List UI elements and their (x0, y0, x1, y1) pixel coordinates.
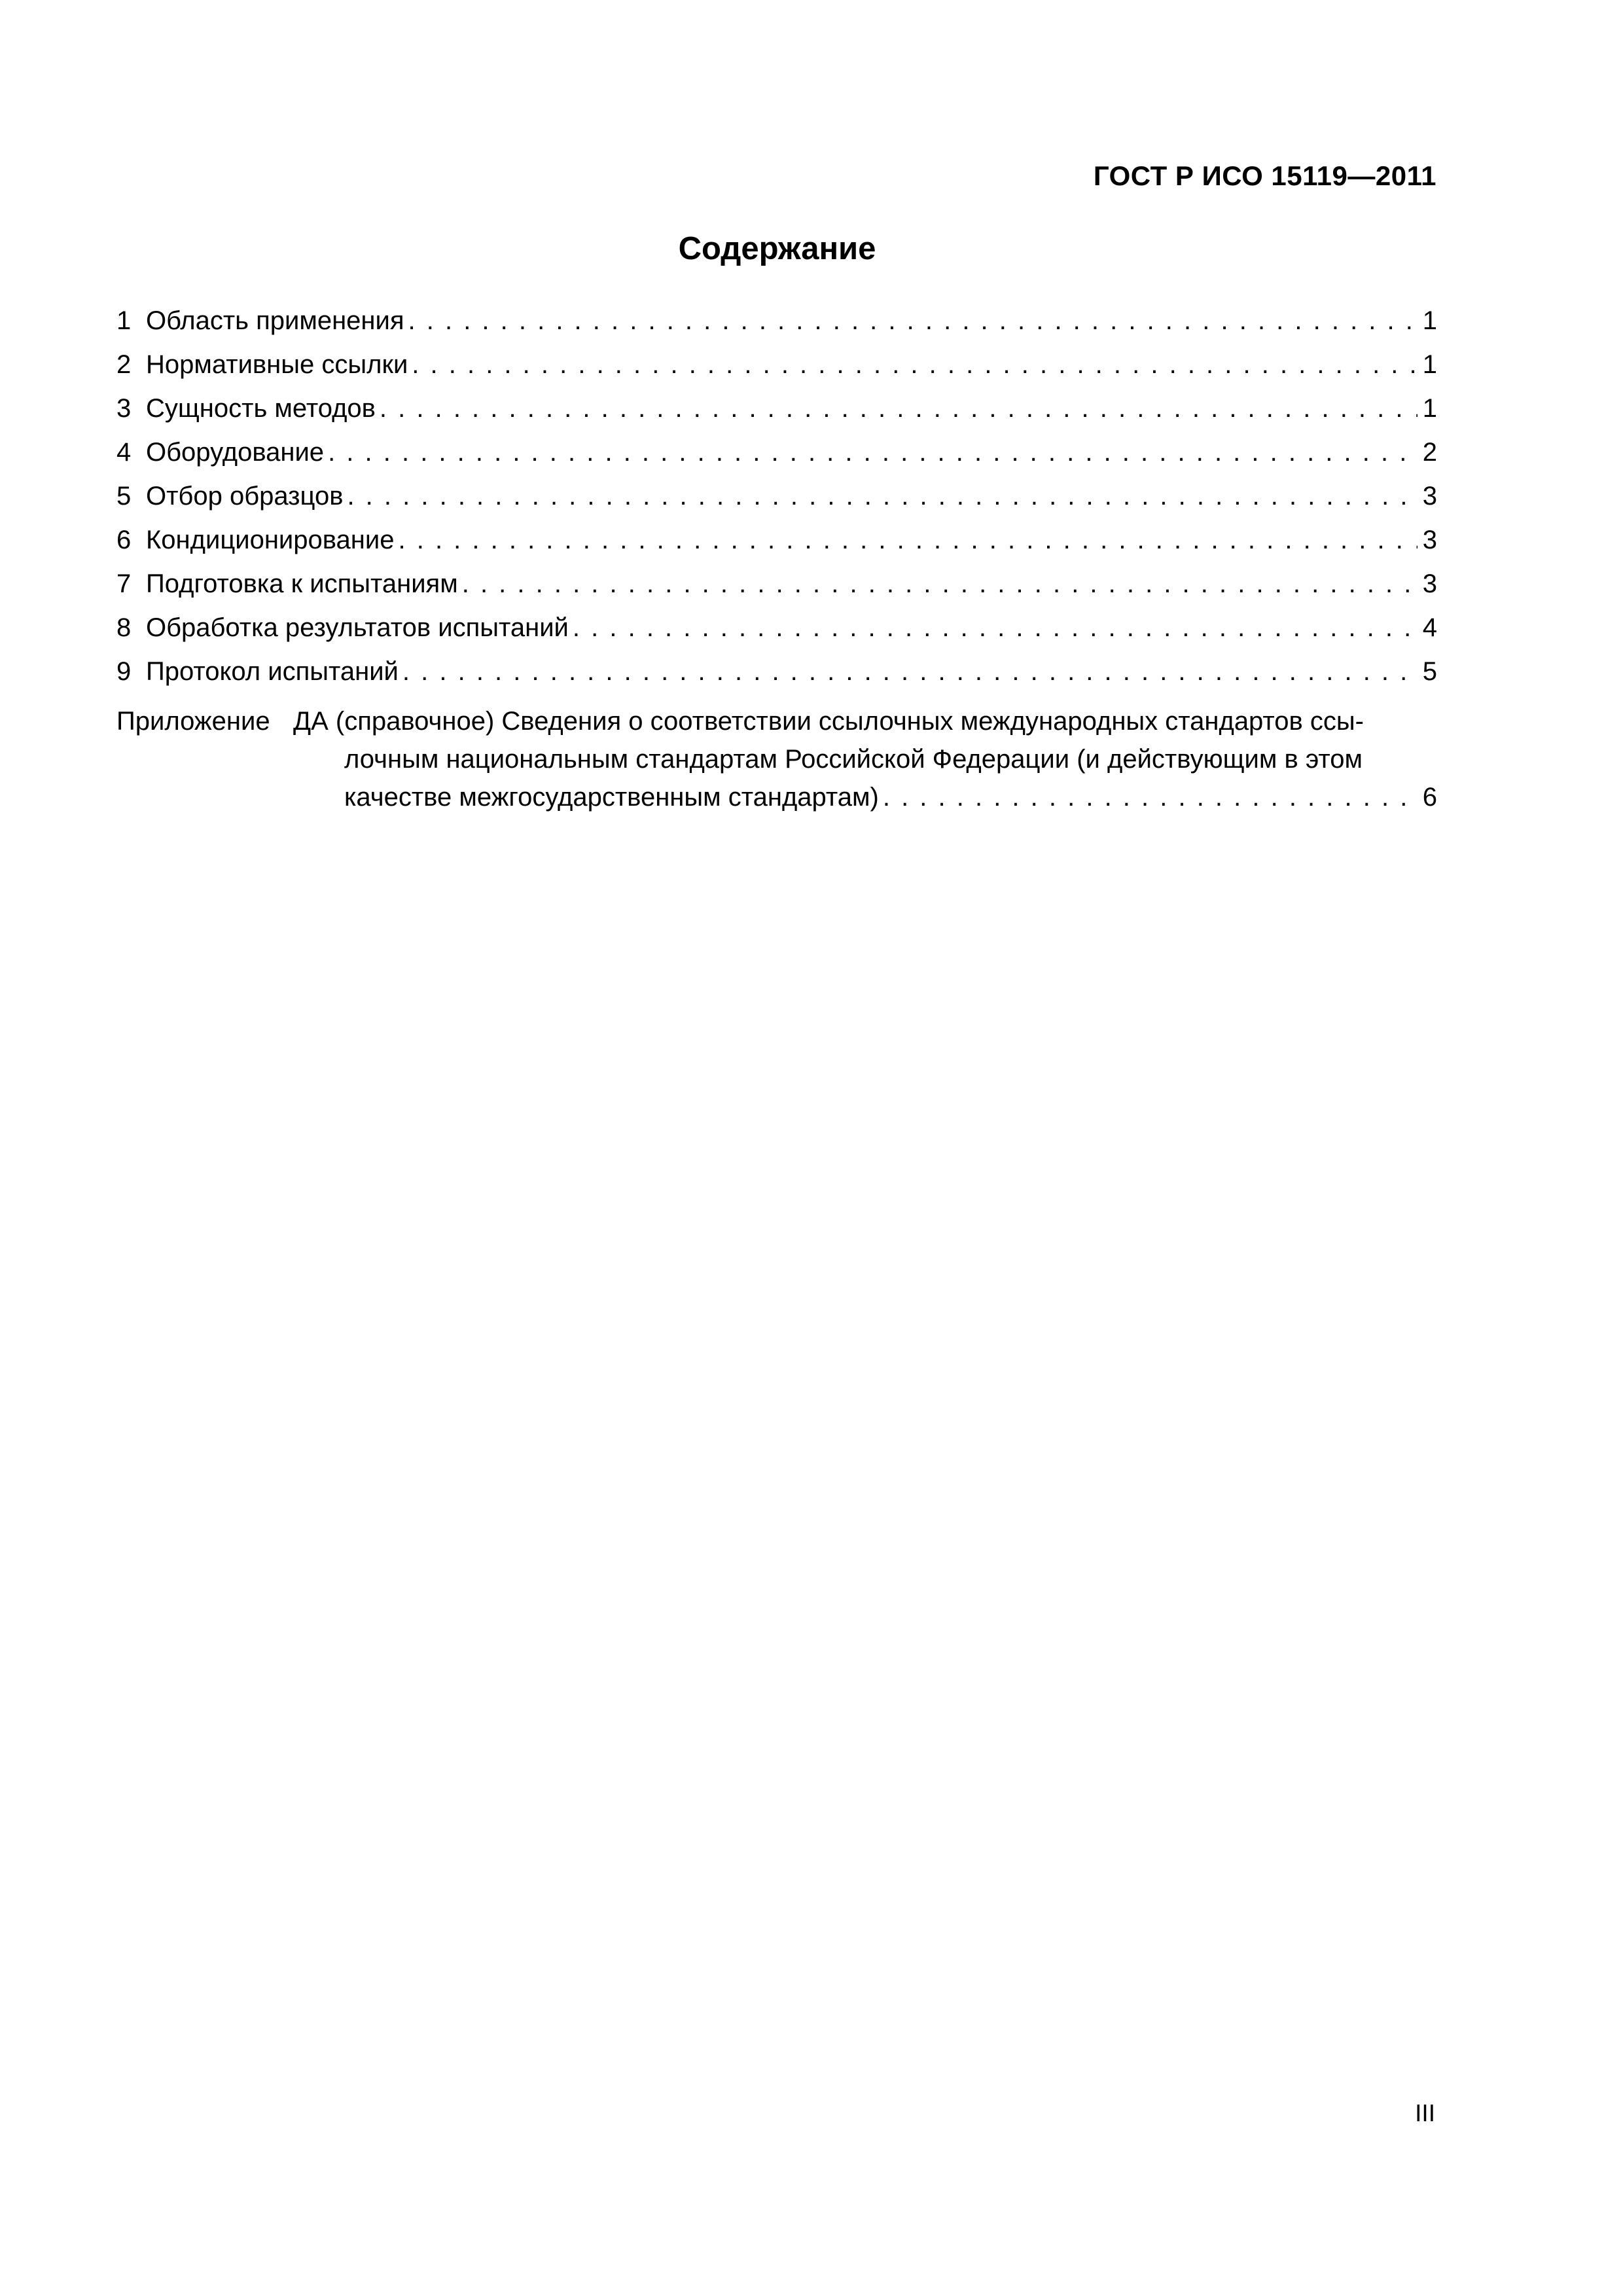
toc-dot-leader (883, 778, 1418, 816)
toc-appendix-entry[interactable] (116, 702, 1437, 816)
appendix-title-line-3: качестве межгосударственным стандартам) (344, 778, 883, 816)
appendix-title-line-3-row (116, 778, 1437, 816)
toc-item[interactable] (116, 438, 1437, 482)
toc-item-page: 1 (1418, 350, 1437, 380)
appendix-prefix: Приложение (116, 707, 270, 736)
toc-item-page: 3 (1418, 482, 1437, 511)
toc-item-page: 3 (1418, 569, 1437, 599)
toc-item-page: 1 (1418, 394, 1437, 423)
toc-item-number: 4 (116, 438, 132, 467)
toc-item[interactable] (116, 350, 1437, 394)
toc-item-number: 2 (116, 350, 132, 379)
toc-item-label: Область применения (146, 306, 408, 336)
toc-item-label: Кондиционирование (146, 526, 398, 555)
toc-item-number: 3 (116, 394, 132, 423)
table-of-contents (116, 306, 1437, 816)
toc-item-page: 4 (1418, 613, 1437, 643)
toc-item-page: 2 (1418, 438, 1437, 467)
appendix-title-line-2: лочным национальным стандартам Российской Федерации (и действующим в этом (344, 745, 1363, 774)
toc-item[interactable] (116, 482, 1437, 526)
toc-title: Содержание (678, 231, 876, 266)
toc-item-label: Сущность методов (146, 394, 380, 423)
toc-item[interactable] (116, 306, 1437, 350)
appendix-page: 6 (1418, 778, 1437, 816)
toc-dot-leader (347, 482, 1417, 511)
toc-item-page: 3 (1418, 526, 1437, 555)
toc-item-page: 1 (1418, 306, 1437, 336)
toc-item[interactable] (116, 394, 1437, 438)
toc-item-number: 8 (116, 613, 132, 642)
toc-item-number: 5 (116, 482, 132, 511)
toc-item-number: 7 (116, 569, 132, 598)
toc-item-label: Обработка результатов испытаний (146, 613, 573, 643)
toc-item-number: 1 (116, 306, 132, 335)
toc-item-label: Подготовка к испытаниям (146, 569, 462, 599)
toc-item-label: Протокол испытаний (146, 657, 402, 687)
appendix-title-line-1: ДА (справочное) Сведения о соответствии ссылочных международных стандартов ссы- (293, 707, 1364, 736)
toc-item-label: Оборудование (146, 438, 328, 467)
document-code: ГОСТ Р ИСО 15119—2011 (1093, 160, 1436, 191)
toc-item-label: Отбор образцов (146, 482, 347, 511)
toc-dot-leader (462, 569, 1418, 599)
toc-item[interactable] (116, 569, 1437, 613)
toc-item[interactable] (116, 526, 1437, 569)
toc-dot-leader (408, 306, 1418, 336)
toc-item-page: 5 (1418, 657, 1437, 687)
toc-item-number: 6 (116, 526, 132, 554)
toc-dot-leader (573, 613, 1418, 643)
toc-item[interactable] (116, 657, 1437, 701)
toc-item[interactable] (116, 613, 1437, 657)
toc-dot-leader (328, 438, 1418, 467)
toc-dot-leader (380, 394, 1418, 423)
toc-dot-leader (412, 350, 1417, 380)
toc-item-number: 9 (116, 657, 132, 686)
toc-dot-leader (402, 657, 1418, 687)
toc-dot-leader (398, 526, 1417, 555)
page-number: III (1415, 2100, 1435, 2126)
toc-item-label: Нормативные ссылки (146, 350, 412, 380)
